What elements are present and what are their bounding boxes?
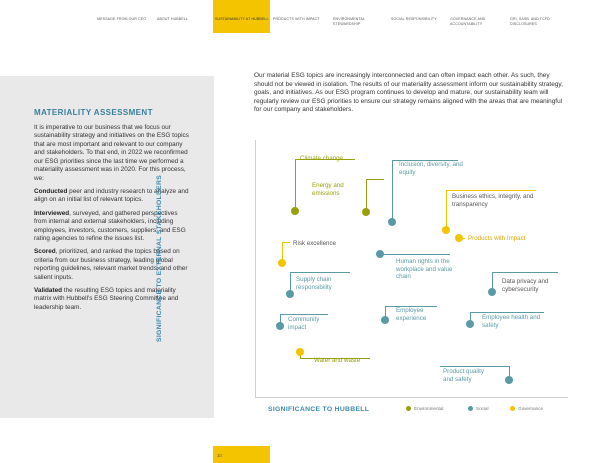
panel-text: , surveyed, and gathered perspectives from internal and external stakeholders, including employees, investors, customers, suppliers, and ESG rating agencies to refine the issues list. bbox=[34, 209, 186, 243]
topic-label-climate-change: Climate change bbox=[300, 155, 343, 162]
legend-label: Environmental bbox=[414, 406, 444, 411]
topic-label-water-waste: Water and waste bbox=[314, 357, 361, 364]
legend-dot bbox=[406, 406, 411, 411]
leader-line bbox=[440, 366, 509, 367]
topic-dot-products-impact bbox=[455, 234, 463, 242]
nav-item-products[interactable]: PRODUCTS WITH IMPACT bbox=[273, 17, 320, 21]
topic-label-employee-experience: Employee experience bbox=[396, 307, 427, 322]
topic-label-supply-chain: Supply chain responsibility bbox=[296, 276, 332, 291]
nav-item-ceo-message[interactable]: MESSAGE FROM OUR CEO bbox=[97, 17, 147, 21]
leader-line bbox=[282, 242, 290, 243]
topic-label-risk-excellence: Risk excellence bbox=[293, 240, 336, 247]
legend-label: Governance bbox=[518, 406, 544, 411]
nav-item-governance[interactable]: GOVERNANCE AND ACCOUNTABILITY bbox=[450, 17, 486, 26]
legend-label: Social bbox=[476, 406, 489, 411]
topic-label-human-rights: Human rights in the workplace and value chain bbox=[396, 258, 453, 281]
leader-line bbox=[492, 272, 558, 273]
topic-dot-energy-emissions bbox=[362, 208, 370, 216]
page-number: 10 bbox=[213, 446, 270, 463]
intro-paragraph: Our material ESG topics are increasingly interconnected and can often impact each other. As such, they should not be viewed in isolation. The results of our materiality assessment inform our sustainability strategy, goals, and initiatives. As our ESG program continues to develop and mature, our sustainability team will regularly review our ESG priorities to ensure our strategy remains aligned with the areas that are meaningful for our company and stakeholders. bbox=[254, 72, 563, 113]
topic-dot-employee-experience bbox=[381, 316, 389, 324]
step-scored: Scored bbox=[34, 248, 56, 256]
topic-label-community-impact: Community impact bbox=[288, 316, 320, 331]
step-validated: Validated bbox=[34, 286, 63, 294]
topic-label-product-quality: Product quality and safety bbox=[443, 368, 484, 383]
leader-line bbox=[446, 190, 536, 191]
topic-dot-employee-health bbox=[466, 320, 474, 328]
leader-line bbox=[295, 159, 296, 211]
topic-label-employee-health: Employee health and safety bbox=[482, 314, 541, 329]
leader-line bbox=[470, 312, 544, 313]
topic-dot-community-impact bbox=[276, 322, 284, 330]
x-axis-line bbox=[255, 397, 568, 398]
topic-dot-water-waste bbox=[296, 348, 304, 356]
topic-dot-business-ethics bbox=[442, 226, 450, 234]
panel-text: , prioritized, and ranked the topics based on criteria from our business strategy, leading global reporting guidelines, relevant market trends, and other salient inputs. bbox=[34, 248, 188, 281]
nav-item-social[interactable]: SOCIAL RESPONSIBILITY bbox=[391, 17, 437, 21]
x-axis-title: SIGNIFICANCE TO HUBBELL bbox=[268, 406, 370, 413]
step-conducted: Conducted bbox=[34, 187, 68, 195]
topic-dot-risk-excellence bbox=[278, 259, 286, 267]
leader-line bbox=[366, 179, 384, 180]
leader-line bbox=[380, 254, 450, 255]
topic-dot-climate-change bbox=[291, 207, 299, 215]
nav-item-disclosures[interactable]: GRI, SASB, AND TCFD DISCLOSURES bbox=[510, 17, 550, 26]
step-interviewed: Interviewed bbox=[34, 209, 70, 217]
nav-item-environmental[interactable]: ENVIRONMENTAL STEWARDSHIP bbox=[333, 17, 365, 26]
panel-title: MATERIALITY ASSESSMENT bbox=[34, 108, 153, 117]
leader-line bbox=[290, 272, 350, 273]
topic-dot-human-rights bbox=[376, 250, 384, 258]
y-axis-title: SIGNIFICANCE TO EXTERNAL STAKEHOLDERS bbox=[156, 174, 163, 342]
leader-line bbox=[392, 160, 393, 222]
legend-dot bbox=[468, 406, 473, 411]
topic-label-inclusion: Inclusion, diversity, and equity bbox=[399, 161, 463, 176]
y-axis-line bbox=[255, 140, 256, 398]
nav-item-about[interactable]: ABOUT HUBBELL bbox=[157, 17, 188, 21]
topic-label-business-ethics: Business ethics, integrity, and transparency bbox=[452, 193, 534, 208]
topic-dot-inclusion bbox=[388, 218, 396, 226]
leader-line bbox=[446, 190, 447, 230]
topic-dot-supply-chain bbox=[286, 290, 294, 298]
panel-paragraph: It is imperative to our business that we focus our sustainability strategy and initiatives on the ESG topics that are most important and relevant to our company and stakeholders. To that end, in 2022 we reconfirmed our ESG priorities since the last time we performed a materiality assessment was in 2020. For this process, we: bbox=[34, 124, 189, 182]
panel-text: peer and industry research to analyze and align on an initial list of relevant topics. bbox=[34, 187, 189, 204]
topic-label-energy-emissions: Energy and emissions bbox=[312, 182, 344, 197]
legend-dot bbox=[510, 406, 515, 411]
topic-label-products-impact: Products with Impact bbox=[468, 235, 526, 242]
nav-item-sustainability[interactable]: SUSTAINABILITY AT HUBBELL bbox=[213, 0, 270, 33]
panel-text: the resulting ESG topics and materiality matrix with Hubbell's ESG Steering Committee and leadership team. bbox=[34, 286, 179, 311]
leader-line bbox=[280, 314, 328, 315]
topic-dot-product-quality bbox=[505, 376, 513, 384]
topic-label-data-privacy: Data privacy and cybersecurity bbox=[502, 278, 549, 293]
topic-dot-data-privacy bbox=[488, 288, 496, 296]
